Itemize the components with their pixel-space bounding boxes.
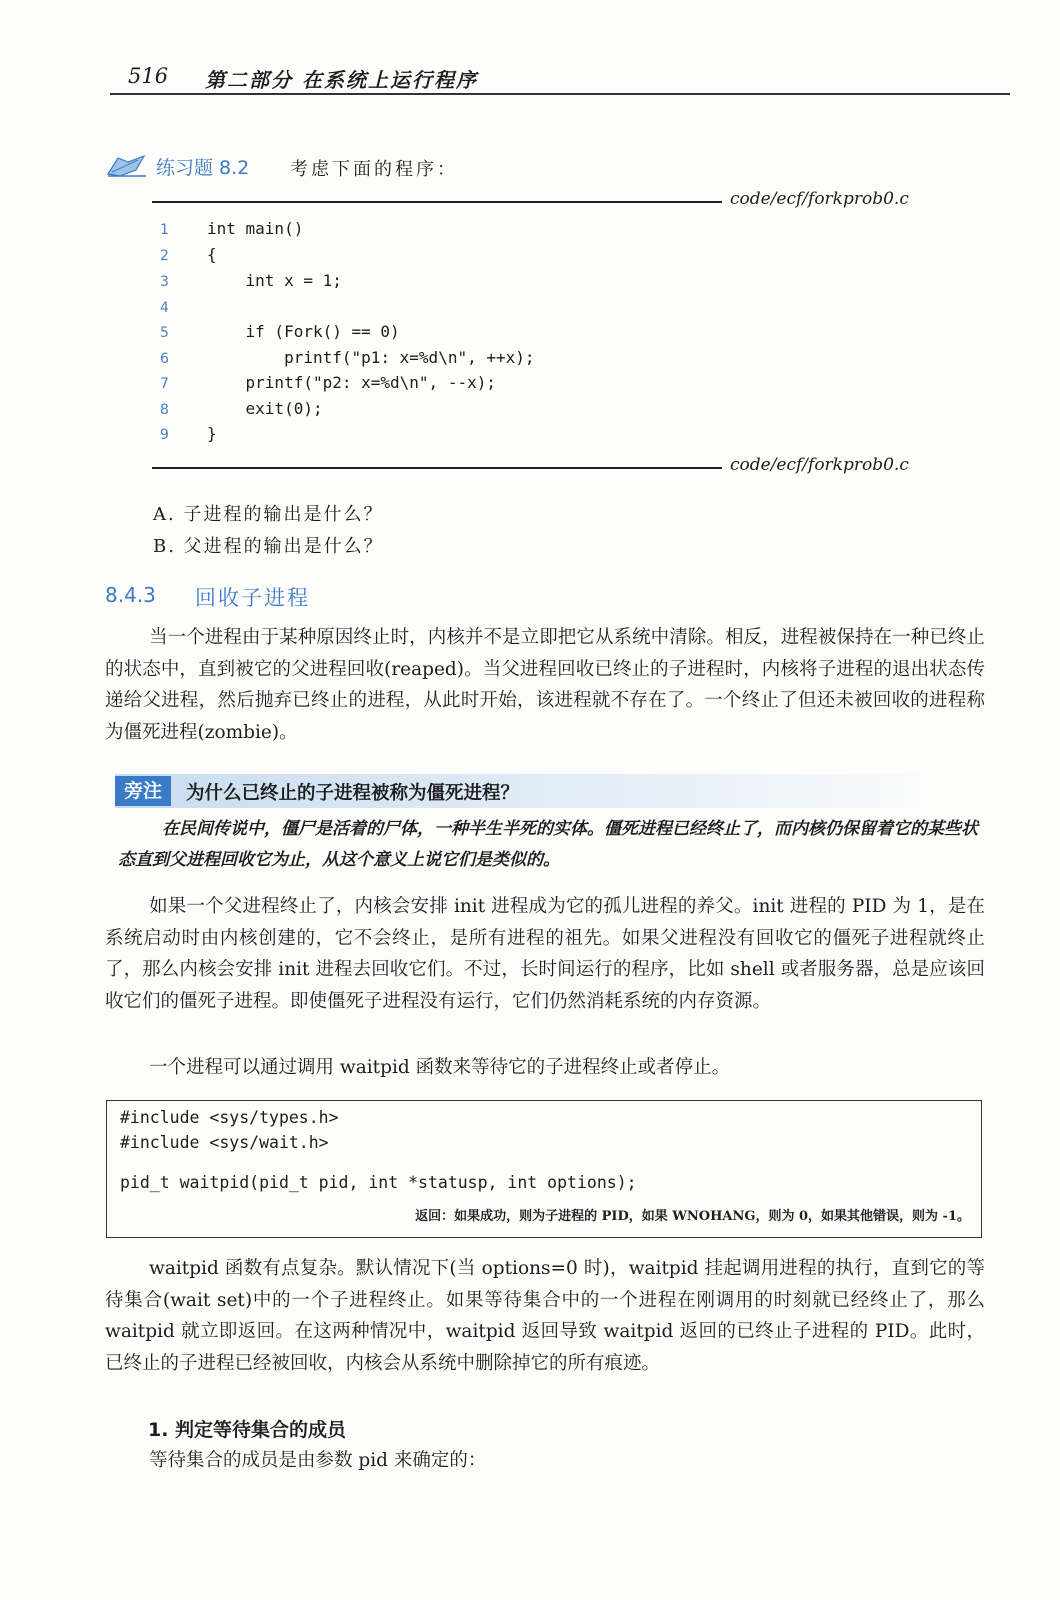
code-line xyxy=(160,348,535,374)
line-number: 1 xyxy=(160,222,169,238)
paragraph-text: 等待集合的成员是由参数 pid 来确定的： xyxy=(149,1450,487,1471)
aside-body xyxy=(118,814,980,876)
include-line-1: #include <sys/types.h> xyxy=(120,1108,339,1127)
body-paragraph-1 xyxy=(105,622,985,748)
code-line xyxy=(160,219,304,245)
code-text: int x = 1; xyxy=(207,271,342,290)
line-number: 5 xyxy=(160,325,169,341)
paragraph-text: 如果一个父进程终止了，内核会安排 init 进程成为它的孤儿进程的养父。init 进程的 PID 为 1，是在系统启动时由内核创建的，它不会终止，是所有进程的祖先。如果父进程没有回收它的僵死子进程就终止了，那么内核会安排 init 进程去回收它们。不过，长时间运行的程序，比如 shell 或者服务器，总是应该回收它们的僵死子进程。即使僵死子进程没有运行，它们仍然消耗系统的内存资源。 xyxy=(105,896,985,1012)
paragraph-text: 一个进程可以通过调用 waitpid 函数来等待它的子进程终止或者停止。 xyxy=(149,1057,731,1078)
line-number: 9 xyxy=(160,427,169,443)
question-b: B. 父进程的输出是什么？ xyxy=(153,536,384,557)
code-top-rule xyxy=(152,201,722,203)
aside-text: 在民间传说中，僵尸是活着的尸体，一种半生半死的实体。僵死进程已经终止了，而内核仍保留着它的某些状态直到父进程回收它为止，从这个意义上说它们是类似的。 xyxy=(118,819,978,870)
code-text: int main() xyxy=(207,219,304,238)
code-line xyxy=(160,424,217,450)
code-file-bottom: code/ecf/forkprob0.c xyxy=(730,455,909,475)
line-number: 8 xyxy=(160,402,169,418)
body-paragraph-5 xyxy=(105,1445,985,1477)
section-number: 8.4.3 xyxy=(105,583,156,607)
include-line-2: #include <sys/wait.h> xyxy=(120,1133,329,1152)
line-number: 3 xyxy=(160,274,169,290)
code-line xyxy=(160,245,217,271)
aside-tag: 旁注 xyxy=(115,776,171,806)
code-text: } xyxy=(207,424,217,443)
line-number: 6 xyxy=(160,351,169,367)
code-file-top: code/ecf/forkprob0.c xyxy=(730,189,909,209)
exercise-label: 练习题 8.2 xyxy=(156,157,250,179)
line-number: 7 xyxy=(160,376,169,392)
body-paragraph-3 xyxy=(105,1052,985,1084)
code-line xyxy=(160,297,180,323)
paragraph-text: waitpid 函数有点复杂。默认情况下(当 options=0 时)，waitpid 挂起调用进程的执行，直到它的等待集合(wait set)中的一个子进程终止。如果等待集合中的一个进程在刚调用的时刻就已经终止了，那么 waitpid 就立即返回。在这两种情况中，waitpid 返回导致 waitpid 返回的已终止子进程的 PID。此时，已终止的子进程已经被回收，内核会从系统中删除掉它的所有痕迹。 xyxy=(105,1258,985,1374)
code-bottom-rule xyxy=(152,467,722,469)
exercise-pencil-icon xyxy=(106,152,146,178)
running-title: 第二部分 在系统上运行程序 xyxy=(205,68,478,92)
code-text: { xyxy=(207,245,217,264)
body-paragraph-2 xyxy=(105,891,985,1017)
code-text: printf("p2: x=%d\n", --x); xyxy=(207,373,496,392)
paragraph-text: 当一个进程由于某种原因终止时，内核并不是立即把它从系统中清除。相反，进程被保持在一种已终止的状态中，直到被它的父进程回收(reaped)。当父进程回收已终止的子进程时，内核将子进程的退出状态传递给父进程，然后抛弃已终止的进程，从此时开始，该进程就不存在了。一个终止了但还未被回收的进程称为僵死进程(zombie)。 xyxy=(105,627,985,743)
code-text: exit(0); xyxy=(207,399,323,418)
code-text: if (Fork() == 0) xyxy=(207,322,400,341)
page-number: 516 xyxy=(128,64,169,88)
subsection-heading: 1. 判定等待集合的成员 xyxy=(148,1419,347,1441)
line-number: 4 xyxy=(160,300,169,316)
line-number: 2 xyxy=(160,248,169,264)
function-signature: pid_t waitpid(pid_t pid, int *statusp, int options); xyxy=(120,1173,637,1192)
header-rule xyxy=(110,93,1010,95)
code-line xyxy=(160,373,496,399)
code-line xyxy=(160,399,323,425)
body-paragraph-4 xyxy=(105,1253,985,1379)
code-text: printf("p1: x=%d\n", ++x); xyxy=(207,348,535,367)
section-title: 回收子进程 xyxy=(195,586,310,610)
aside-title: 为什么已终止的子进程被称为僵死进程？ xyxy=(186,783,520,804)
question-a: A. 子进程的输出是什么？ xyxy=(153,504,384,525)
return-value-note: 返回：如果成功，则为子进程的 PID，如果 WNOHANG，则为 0，如果其他错误，则为 -1。 xyxy=(415,1209,970,1224)
exercise-prompt: 考虑下面的程序： xyxy=(290,159,458,180)
code-line xyxy=(160,271,342,297)
code-line xyxy=(160,322,400,348)
